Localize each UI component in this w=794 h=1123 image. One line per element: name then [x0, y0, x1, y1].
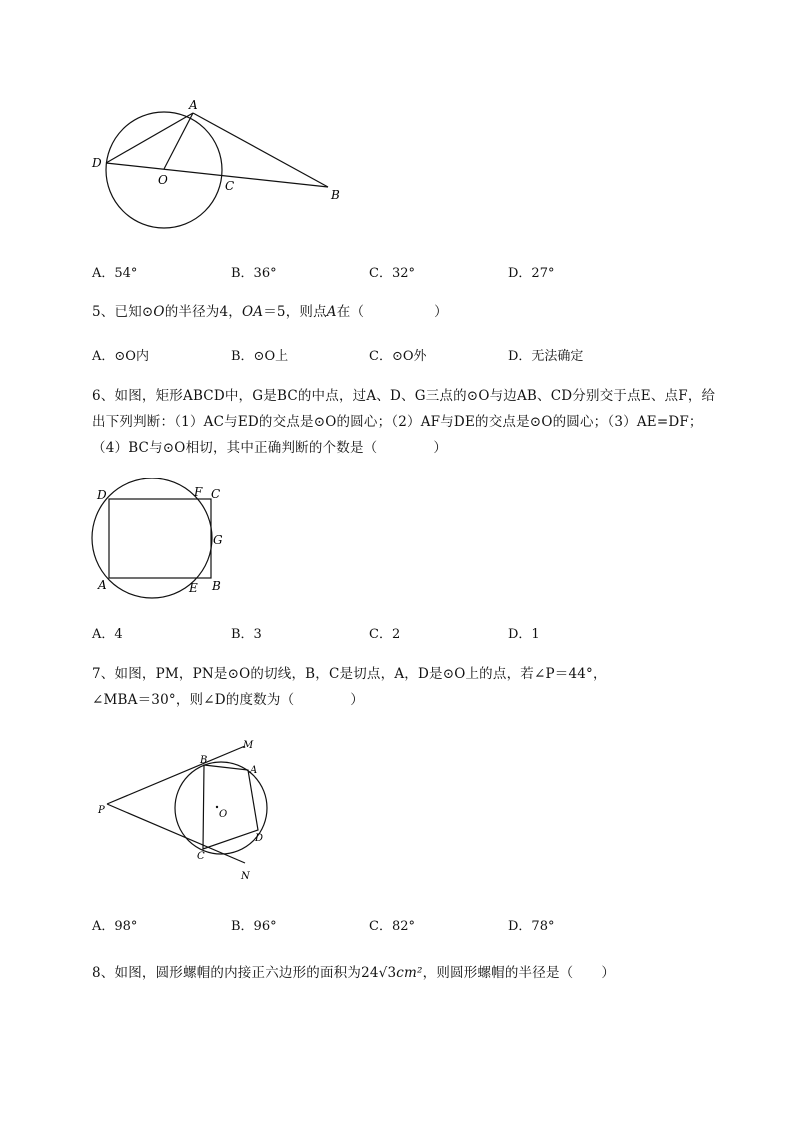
option-b[interactable]: B．⊙O上: [231, 349, 289, 364]
label-o: O: [158, 173, 168, 187]
option-d[interactable]: D．27°: [508, 266, 555, 281]
q6-line-1: 6、如图，矩形ABCD中，G是BC的中点，过A、D、G三点的⊙O与边AB、CD分别交于点E、点F，给: [92, 388, 716, 404]
label-a: A: [98, 578, 107, 592]
label-b: B: [200, 755, 208, 766]
quadrilateral-bacd: [203, 765, 258, 849]
q5-options: [92, 345, 692, 365]
label-b: B: [212, 579, 221, 593]
segment-ab: [193, 113, 328, 187]
q6-line-2: 出下列判断：（1）AC与ED的交点是⊙O的圆心；（2）AF与DE的交点是⊙O的圆心；（3）AE=DF；: [92, 414, 703, 430]
label-d: D: [97, 488, 107, 502]
q7-options: [92, 915, 692, 935]
option-b[interactable]: B．3: [231, 627, 262, 642]
tangent-pm: [107, 746, 245, 804]
label-d: D: [255, 833, 264, 844]
sqrt-three: √3: [378, 965, 397, 981]
figure-q4: [80, 95, 360, 235]
center-point: [216, 806, 218, 808]
label-c: C: [197, 851, 205, 862]
unit: cm²: [396, 965, 423, 981]
question-8: 8、如图，圆形螺帽的内接正六边形的面积为24√3cm²，则圆形螺帽的半径是（ ）: [92, 965, 616, 981]
label-a: A: [189, 98, 198, 112]
option-d[interactable]: D．无法确定: [508, 349, 584, 364]
q4-options: [92, 262, 692, 282]
option-b[interactable]: B．96°: [231, 919, 277, 934]
option-d[interactable]: D．78°: [508, 919, 555, 934]
label-m: M: [243, 740, 254, 751]
segment-db: [106, 163, 328, 187]
option-c[interactable]: C．32°: [369, 266, 415, 281]
rectangle-abcd: [109, 499, 211, 578]
question-7: [92, 661, 768, 713]
option-a[interactable]: A．98°: [92, 919, 138, 934]
label-d: D: [92, 156, 102, 170]
q6-options: [92, 623, 692, 643]
label-e: E: [189, 581, 198, 595]
option-a[interactable]: A．⊙O内: [92, 349, 149, 364]
option-a[interactable]: A．4: [92, 627, 123, 642]
q7-line-2: ∠MBA＝30°，则∠D的度数为（ ）: [92, 692, 364, 708]
label-b: B: [331, 188, 340, 202]
figure-q7: [95, 735, 275, 883]
label-f: F: [194, 485, 203, 499]
option-a[interactable]: A．54°: [92, 266, 138, 281]
option-d[interactable]: D．1: [508, 627, 540, 642]
figure-q6: [84, 478, 234, 608]
label-o: O: [219, 809, 228, 820]
q7-line-1: 7、如图，PM，PN是⊙O的切线，B，C是切点，A，D是⊙O上的点，若∠P＝44°，: [92, 666, 607, 682]
label-g: G: [213, 533, 223, 547]
label-a: A: [250, 765, 258, 776]
option-c[interactable]: C．2: [369, 627, 401, 642]
option-c[interactable]: C．⊙O外: [369, 349, 427, 364]
label-n: N: [241, 871, 250, 882]
option-b[interactable]: B．36°: [231, 266, 277, 281]
label-c: C: [225, 179, 235, 193]
q6-line-3: （4）BC与⊙O相切，其中正确判断的个数是（ ）: [92, 440, 448, 456]
question-5: 5、已知⊙O的半径为4，OA＝5，则点A在（ ）: [92, 304, 448, 320]
option-c[interactable]: C．82°: [369, 919, 415, 934]
label-c: C: [211, 487, 221, 501]
label-p: P: [98, 805, 105, 816]
question-6: [92, 383, 768, 461]
